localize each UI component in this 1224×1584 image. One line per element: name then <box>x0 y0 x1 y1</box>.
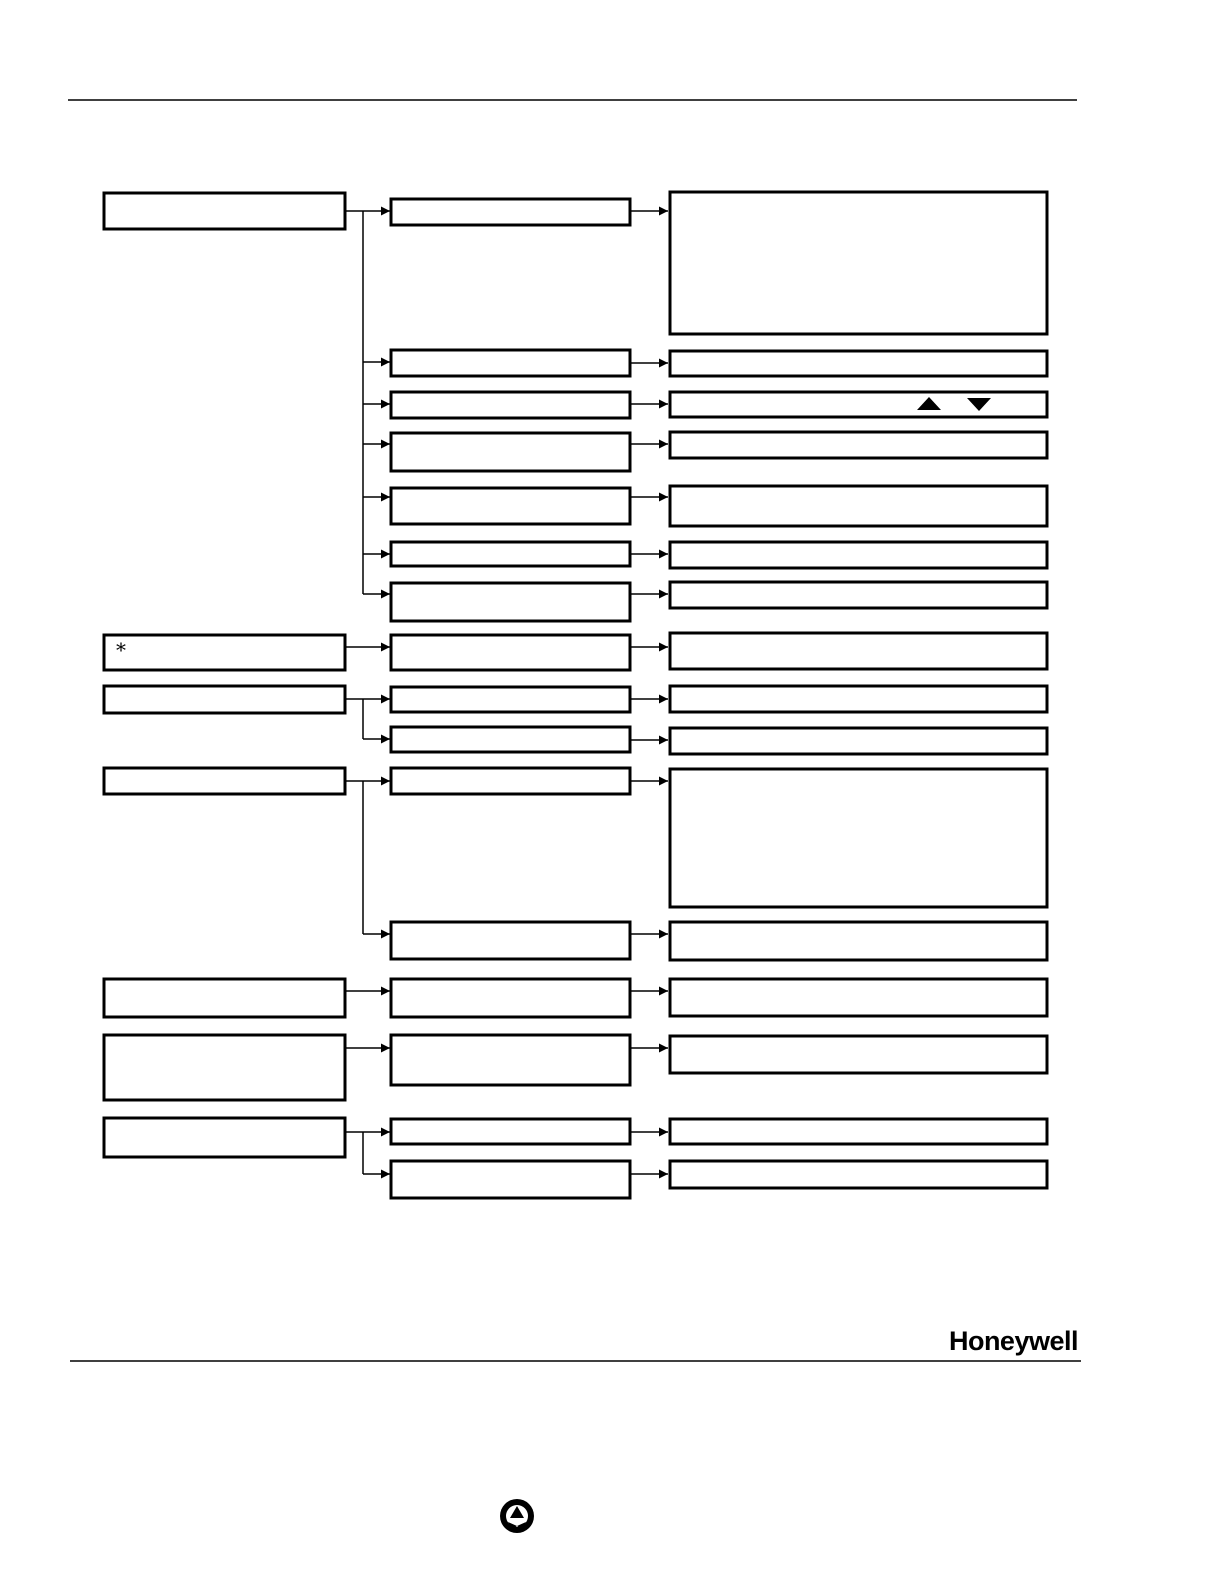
group6-mid-box-1 <box>391 1035 630 1085</box>
group4-mid-box-2 <box>391 922 630 959</box>
group5-mid-box-1 <box>391 979 630 1017</box>
group5-right-box-1 <box>670 979 1047 1016</box>
group1-right-box-3 <box>670 392 1047 417</box>
group3-parent-box <box>104 686 345 713</box>
group7-parent-box <box>104 1118 345 1157</box>
group1-mid-box-3 <box>391 392 630 418</box>
group4-right-box-2 <box>670 922 1047 960</box>
group1-right-box-4 <box>670 432 1047 458</box>
group3-right-box-1 <box>670 686 1047 712</box>
group2-right-box-1 <box>670 633 1047 669</box>
recycle-icon <box>500 1499 534 1533</box>
group4-mid-box-1 <box>391 768 630 794</box>
group7-right-box-2 <box>670 1161 1047 1188</box>
group1-right-box-6 <box>670 542 1047 568</box>
group6-right-box-1 <box>670 1036 1047 1073</box>
group1-mid-box-1 <box>391 199 630 225</box>
group5-parent-box <box>104 979 345 1017</box>
group3-right-box-2 <box>670 728 1047 754</box>
group6-parent-box <box>104 1035 345 1100</box>
group3-mid-box-1 <box>391 687 630 712</box>
group1-mid-box-6 <box>391 542 630 566</box>
group4-parent-box <box>104 768 345 794</box>
group2-parent-box <box>104 635 345 670</box>
group1-mid-box-5 <box>391 488 630 524</box>
group1-mid-box-7 <box>391 583 630 621</box>
group7-mid-box-2 <box>391 1161 630 1198</box>
group7-right-box-1 <box>670 1119 1047 1144</box>
group1-mid-box-2 <box>391 350 630 376</box>
group1-right-box-7 <box>670 582 1047 608</box>
group1-right-box-2 <box>670 351 1047 376</box>
group1-parent-box <box>104 193 345 229</box>
group4-right-box-1 <box>670 769 1047 907</box>
honeywell-logo: Honeywell <box>948 1326 1078 1356</box>
group1-right-box-1 <box>670 192 1047 334</box>
group1-right-box-5 <box>670 486 1047 526</box>
group2-mid-box-1 <box>391 635 630 670</box>
asterisk-marker: * <box>116 638 126 662</box>
group1-mid-box-4 <box>391 433 630 471</box>
group7-mid-box-1 <box>391 1119 630 1144</box>
group3-mid-box-2 <box>391 727 630 752</box>
